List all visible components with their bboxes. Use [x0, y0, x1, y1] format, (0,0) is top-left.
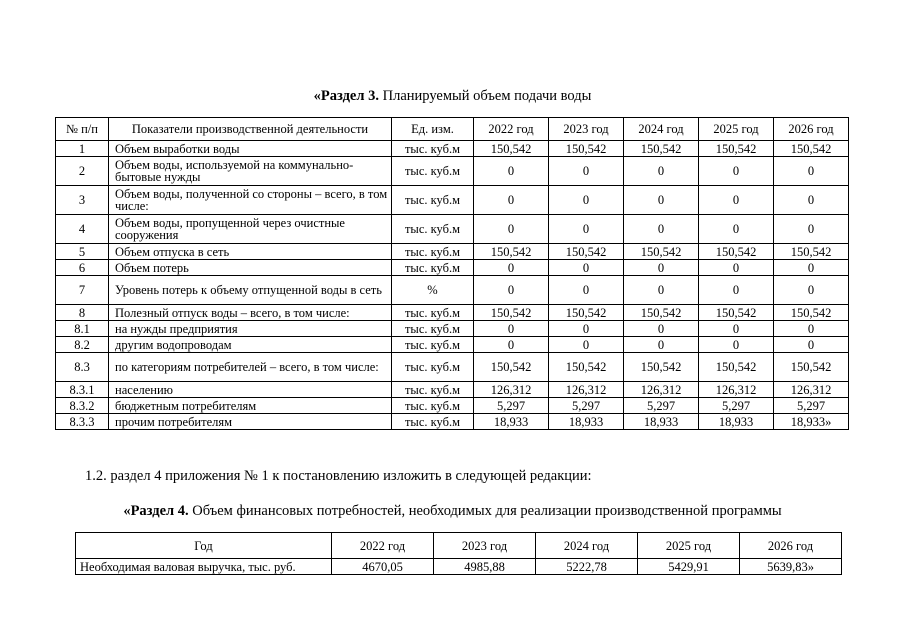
unit-cell: тыс. куб.м	[392, 260, 474, 276]
unit-cell: тыс. куб.м	[392, 353, 474, 382]
value-cell: 0	[474, 215, 549, 244]
row-number: 8.3.1	[56, 382, 109, 398]
table-row	[56, 244, 849, 260]
unit-cell: тыс. куб.м	[392, 305, 474, 321]
unit-cell: тыс. куб.м	[392, 141, 474, 157]
value-cell: 150,542	[774, 353, 849, 382]
col-header: Год	[76, 533, 332, 559]
value-cell: 5,297	[774, 398, 849, 414]
table-row	[56, 321, 849, 337]
value-cell: 150,542	[474, 244, 549, 260]
value-cell: 0	[549, 276, 624, 305]
value-cell: 0	[549, 186, 624, 215]
section4-header-row	[76, 533, 842, 559]
value-cell: 0	[699, 186, 774, 215]
value-cell: 5,297	[549, 398, 624, 414]
value-cell: 150,542	[549, 244, 624, 260]
value-cell: 0	[624, 337, 699, 353]
unit-cell: тыс. куб.м	[392, 414, 474, 430]
value-cell: 150,542	[699, 353, 774, 382]
value-cell: 5429,91	[638, 559, 740, 575]
value-cell: 150,542	[474, 305, 549, 321]
unit-cell: %	[392, 276, 474, 305]
indicator-name: прочим потребителям	[109, 414, 392, 430]
col-header: 2023 год	[434, 533, 536, 559]
value-cell: 5222,78	[536, 559, 638, 575]
table-row	[56, 186, 849, 215]
indicator-name: по категориям потребителей – всего, в том числе:	[109, 353, 392, 382]
value-cell: 150,542	[624, 305, 699, 321]
indicator-name: Объем потерь	[109, 260, 392, 276]
value-cell: 150,542	[549, 305, 624, 321]
table-row	[56, 260, 849, 276]
col-header: 2022 год	[474, 118, 549, 141]
row-label: Необходимая валовая выручка, тыс. руб.	[76, 559, 332, 575]
value-cell: 0	[774, 260, 849, 276]
col-header: 2024 год	[536, 533, 638, 559]
col-header: 2023 год	[549, 118, 624, 141]
row-number: 6	[56, 260, 109, 276]
value-cell: 150,542	[774, 305, 849, 321]
value-cell: 0	[624, 157, 699, 186]
section3-title-text: Планируемый объем подачи воды	[378, 88, 592, 104]
value-cell: 150,542	[699, 244, 774, 260]
indicator-name: Объем воды, используемой на коммунально-бытовые нужды	[109, 157, 392, 186]
value-cell: 150,542	[474, 353, 549, 382]
value-cell: 0	[624, 260, 699, 276]
value-cell: 0	[474, 276, 549, 305]
value-cell: 0	[774, 215, 849, 244]
table-row	[56, 414, 849, 430]
value-cell: 4985,88	[434, 559, 536, 575]
unit-cell: тыс. куб.м	[392, 215, 474, 244]
section4-title	[0, 503, 905, 520]
row-number: 8.2	[56, 337, 109, 353]
col-header: Ед. изм.	[392, 118, 474, 141]
section4-title-text: Объем финансовых потребностей, необходимых для реализации производственной программы	[188, 503, 782, 519]
value-cell: 150,542	[624, 353, 699, 382]
value-cell: 0	[774, 321, 849, 337]
col-header: Показатели производственной деятельности	[109, 118, 392, 141]
value-cell: 0	[774, 157, 849, 186]
value-cell: 5,297	[624, 398, 699, 414]
value-cell: 0	[549, 260, 624, 276]
indicator-name: населению	[109, 382, 392, 398]
row-number: 8	[56, 305, 109, 321]
unit-cell: тыс. куб.м	[392, 244, 474, 260]
row-number: 8.1	[56, 321, 109, 337]
value-cell: 0	[474, 260, 549, 276]
row-number: 8.3	[56, 353, 109, 382]
indicator-name: Объем отпуска в сеть	[109, 244, 392, 260]
value-cell: 0	[474, 321, 549, 337]
value-cell: 0	[699, 215, 774, 244]
indicator-name: Объем выработки воды	[109, 141, 392, 157]
value-cell: 0	[699, 321, 774, 337]
section3-table	[55, 117, 849, 430]
table-row	[76, 559, 842, 575]
section3-title	[0, 88, 905, 105]
value-cell: 126,312	[549, 382, 624, 398]
value-cell: 0	[624, 321, 699, 337]
value-cell: 150,542	[624, 244, 699, 260]
indicator-name: другим водопроводам	[109, 337, 392, 353]
row-number: 7	[56, 276, 109, 305]
value-cell: 18,933»	[774, 414, 849, 430]
row-number: 8.3.3	[56, 414, 109, 430]
value-cell: 0	[699, 337, 774, 353]
value-cell: 0	[699, 157, 774, 186]
table-row	[56, 305, 849, 321]
indicator-name: Объем воды, пропущенной через очистные сооружения	[109, 215, 392, 244]
value-cell: 150,542	[474, 141, 549, 157]
value-cell: 18,933	[474, 414, 549, 430]
indicator-name: Объем воды, полученной со стороны – всего, в том числе:	[109, 186, 392, 215]
value-cell: 150,542	[699, 141, 774, 157]
table-row	[56, 141, 849, 157]
table-row	[56, 398, 849, 414]
col-header: 2025 год	[699, 118, 774, 141]
value-cell: 126,312	[474, 382, 549, 398]
value-cell: 150,542	[699, 305, 774, 321]
value-cell: 0	[624, 276, 699, 305]
value-cell: 0	[699, 260, 774, 276]
table-row	[56, 215, 849, 244]
unit-cell: тыс. куб.м	[392, 382, 474, 398]
table-row	[56, 353, 849, 382]
value-cell: 18,933	[549, 414, 624, 430]
value-cell: 0	[774, 337, 849, 353]
indicator-name: Полезный отпуск воды – всего, в том числе:	[109, 305, 392, 321]
value-cell: 4670,05	[332, 559, 434, 575]
value-cell: 150,542	[549, 141, 624, 157]
section4-title-bold: «Раздел 4.	[123, 503, 189, 519]
value-cell: 0	[549, 157, 624, 186]
unit-cell: тыс. куб.м	[392, 186, 474, 215]
value-cell: 0	[474, 157, 549, 186]
section4-table	[75, 532, 842, 575]
col-header: 2022 год	[332, 533, 434, 559]
value-cell: 0	[549, 321, 624, 337]
value-cell: 0	[624, 215, 699, 244]
value-cell: 0	[549, 337, 624, 353]
value-cell: 0	[474, 186, 549, 215]
value-cell: 126,312	[624, 382, 699, 398]
value-cell: 18,933	[699, 414, 774, 430]
value-cell: 5639,83»	[740, 559, 842, 575]
value-cell: 0	[774, 276, 849, 305]
indicator-name: на нужды предприятия	[109, 321, 392, 337]
table-row	[56, 382, 849, 398]
row-number: 1	[56, 141, 109, 157]
unit-cell: тыс. куб.м	[392, 398, 474, 414]
value-cell: 0	[549, 215, 624, 244]
table-row	[56, 157, 849, 186]
table-row	[56, 337, 849, 353]
value-cell: 126,312	[699, 382, 774, 398]
value-cell: 150,542	[774, 141, 849, 157]
value-cell: 18,933	[624, 414, 699, 430]
section3-title-bold: «Раздел 3.	[313, 88, 379, 104]
value-cell: 150,542	[624, 141, 699, 157]
indicator-name: Уровень потерь к объему отпущенной воды в сеть	[109, 276, 392, 305]
value-cell: 150,542	[549, 353, 624, 382]
instruction-paragraph: 1.2. раздел 4 приложения № 1 к постановлению изложить в следующей редакции:	[85, 468, 592, 484]
col-header: 2026 год	[774, 118, 849, 141]
unit-cell: тыс. куб.м	[392, 321, 474, 337]
value-cell: 5,297	[474, 398, 549, 414]
col-header: № п/п	[56, 118, 109, 141]
row-number: 5	[56, 244, 109, 260]
row-number: 8.3.2	[56, 398, 109, 414]
value-cell: 0	[774, 186, 849, 215]
indicator-name: бюджетным потребителям	[109, 398, 392, 414]
value-cell: 5,297	[699, 398, 774, 414]
col-header: 2026 год	[740, 533, 842, 559]
row-number: 3	[56, 186, 109, 215]
value-cell: 150,542	[774, 244, 849, 260]
value-cell: 0	[474, 337, 549, 353]
row-number: 2	[56, 157, 109, 186]
value-cell: 126,312	[774, 382, 849, 398]
row-number: 4	[56, 215, 109, 244]
value-cell: 0	[699, 276, 774, 305]
unit-cell: тыс. куб.м	[392, 157, 474, 186]
table-row	[56, 276, 849, 305]
unit-cell: тыс. куб.м	[392, 337, 474, 353]
col-header: 2025 год	[638, 533, 740, 559]
col-header: 2024 год	[624, 118, 699, 141]
value-cell: 0	[624, 186, 699, 215]
section3-header-row	[56, 118, 849, 141]
